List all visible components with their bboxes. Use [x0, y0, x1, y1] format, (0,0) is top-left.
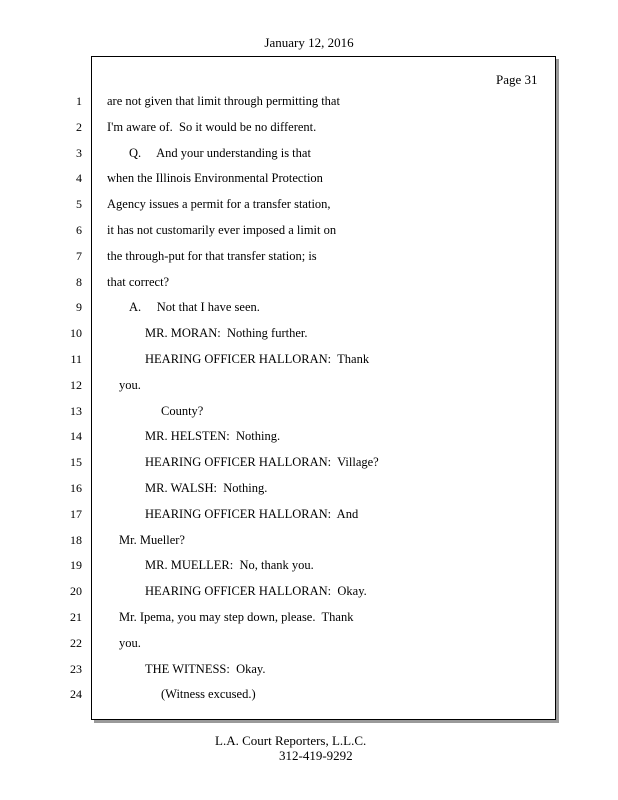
- header-date: January 12, 2016: [264, 35, 354, 50]
- transcript-line: you.: [119, 635, 141, 650]
- line-number: 21: [70, 609, 82, 624]
- transcript-line: when the Illinois Environmental Protection: [107, 171, 323, 186]
- transcript-line: County?: [161, 403, 204, 418]
- line-number: 2: [76, 119, 82, 134]
- line-number: 4: [76, 171, 82, 186]
- page-number: Page 31: [496, 72, 538, 87]
- line-number: 17: [70, 506, 82, 521]
- transcript-line: HEARING OFFICER HALLORAN: Okay.: [145, 584, 367, 599]
- transcript-line: HEARING OFFICER HALLORAN: And: [145, 506, 359, 521]
- line-number: 24: [70, 687, 82, 702]
- line-number: 19: [70, 558, 82, 573]
- line-number: 5: [76, 197, 82, 212]
- transcript-line: (Witness excused.): [161, 687, 256, 702]
- footer-phone: 312-419-9292: [279, 748, 353, 763]
- transcript-line: MR. WALSH: Nothing.: [145, 480, 268, 495]
- transcript-line: MR. MUELLER: No, thank you.: [145, 558, 314, 573]
- line-number: 13: [70, 403, 82, 418]
- line-number: 8: [76, 274, 82, 289]
- line-number-column: [52, 92, 82, 711]
- transcript-line: HEARING OFFICER HALLORAN: Village?: [145, 455, 379, 470]
- line-number: 11: [70, 351, 82, 366]
- line-number: 1: [76, 94, 82, 108]
- transcript-line: Mr. Mueller?: [119, 532, 185, 547]
- transcript-line: HEARING OFFICER HALLORAN: Thank: [145, 351, 370, 366]
- line-number: 22: [70, 635, 82, 650]
- line-number: 18: [70, 532, 82, 547]
- transcript-text: [107, 92, 547, 711]
- line-number: 7: [76, 248, 82, 263]
- line-number: 3: [76, 145, 82, 160]
- transcript-line: the through-put for that transfer station; is: [107, 248, 317, 263]
- transcript-line: THE WITNESS: Okay.: [145, 661, 266, 676]
- line-number: 14: [70, 429, 82, 444]
- line-number: 23: [70, 661, 82, 676]
- transcript-line: you.: [119, 377, 141, 392]
- transcript-line: Mr. Ipema, you may step down, please. Thank: [119, 609, 354, 624]
- line-number: 20: [70, 584, 82, 599]
- transcript-line: are not given that limit through permitting that: [107, 94, 340, 108]
- line-number: 6: [76, 222, 82, 237]
- line-number: 12: [70, 377, 82, 392]
- transcript-line: that correct?: [107, 274, 170, 289]
- transcript-line: it has not customarily ever imposed a limit on: [107, 222, 337, 237]
- transcript-line: MR. MORAN: Nothing further.: [145, 326, 308, 341]
- footer-company: L.A. Court Reporters, L.L.C.: [215, 733, 367, 748]
- line-number: 15: [70, 455, 82, 470]
- line-number: 9: [76, 300, 82, 315]
- transcript-line: A. Not that I have seen.: [129, 300, 260, 315]
- transcript-line: Q. And your understanding is that: [129, 145, 311, 160]
- line-number: 16: [70, 480, 82, 495]
- line-number: 10: [70, 326, 82, 341]
- transcript-line: I'm aware of. So it would be no different.: [107, 119, 317, 134]
- transcript-line: MR. HELSTEN: Nothing.: [145, 429, 281, 444]
- transcript-line: Agency issues a permit for a transfer station,: [107, 197, 331, 212]
